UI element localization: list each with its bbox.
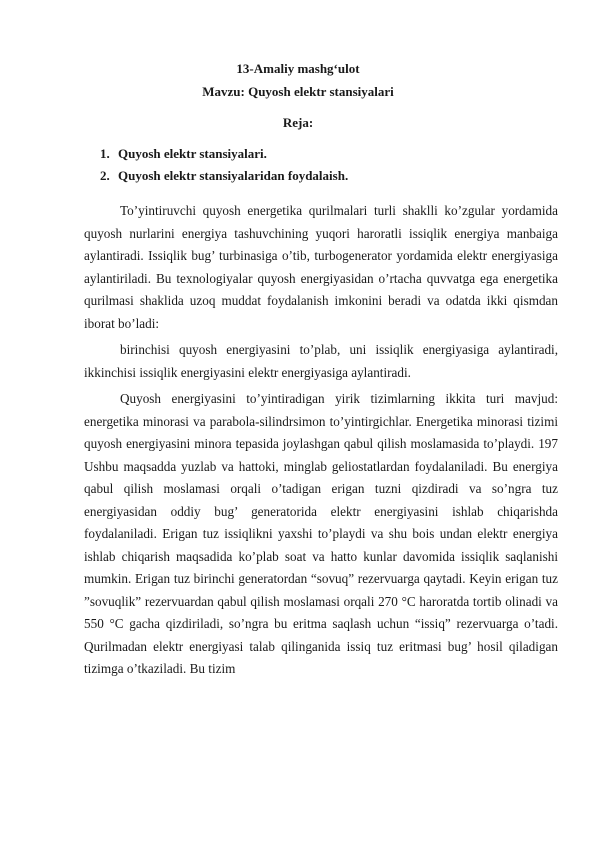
plan-heading: Reja: bbox=[282, 115, 314, 130]
plan-item-number: 1. bbox=[100, 146, 110, 161]
body-text bbox=[84, 200, 558, 685]
plan-list bbox=[100, 146, 540, 190]
topic-heading: Mavzu: Quyosh elektr stansiyalari bbox=[202, 84, 394, 99]
plan-item bbox=[100, 168, 540, 190]
plan-item-number: 2. bbox=[100, 168, 110, 183]
document-title: 13-Amaliy mashg‘ulot bbox=[236, 61, 360, 76]
paragraph: Quyosh energiyasini to’yintiradigan yirik tizimlarning ikkita turi mavjud: energetika minorasi va parabola-silindrsimon to’yintirgichlar. Energetika minorasi tizimi quyosh energiyasini minora tepasida joylashgan qabul qilish moslamasida to’playdi. 197 Ushbu maqsadda yuzlab va hattoki, minglab geliostatlardan foydalaniladi. Bu energiya qabul qilish moslamasi orqali o’tadigan erigan tuzni qizdiradi va so’ngra tuz energiyasidan oddiy bug’ generatorida elektr energiyasini ishlab chiqarishda foydalaniladi. Erigan tuz issiqlikni yaxshi to’playdi va shu bois undan elektr energiya ishlab chiqarish maqsadida ko’plab soat va hatto kunlar davomida issiqlik saqlanishi mumkin. Erigan tuz birinchi generatordan “sovuq” rezervuarga qaytadi. Keyin erigan tuz ”sovuqlik” rezervuardan qabul qilish moslamasi orqali 270 °C haroratda tortib olinadi va 550 °C gacha qizdiriladi, so’ngra bu eritma saqlash uchun “issiq” rezervuarga o’tadi. Qurilmadan elektr energiyasi talab qilinganida issiq tuz eritmasi bug’ hosil qiladigan tizimga o’tkaziladi. Bu tizim bbox=[84, 391, 558, 676]
plan-item bbox=[100, 146, 540, 168]
plan-item-text: Quyosh elektr stansiyalaridan foydalaish. bbox=[118, 168, 349, 183]
plan-item-text: Quyosh elektr stansiyalari. bbox=[118, 146, 267, 161]
paragraph: birinchisi quyosh energiyasini to’plab, uni issiqlik energiyasiga aylantiradi, ikkinchisi issiqlik energiyasini elektr energiyasiga aylantiradi. bbox=[84, 342, 558, 380]
paragraph: To’yintiruvchi quyosh energetika qurilmalari turli shaklli ko’zgular yordamida quyosh nurlarini energiya tashuvchining yuqori haroratli issiqlik energiya manbaiga aylantiradi. Issiqlik bug’ turbinasiga o’tib, turbogenerator yordamida elektr energiyasiga aylantiriladi. Bu texnologiyalar quyosh energiyasidan o’rtacha quvvatga ega energetika qurilmasi shaklida uzoq muddat foydalanish imkonini beradi va odatda ikki qismdan iborat bo’ladi: bbox=[84, 203, 558, 331]
